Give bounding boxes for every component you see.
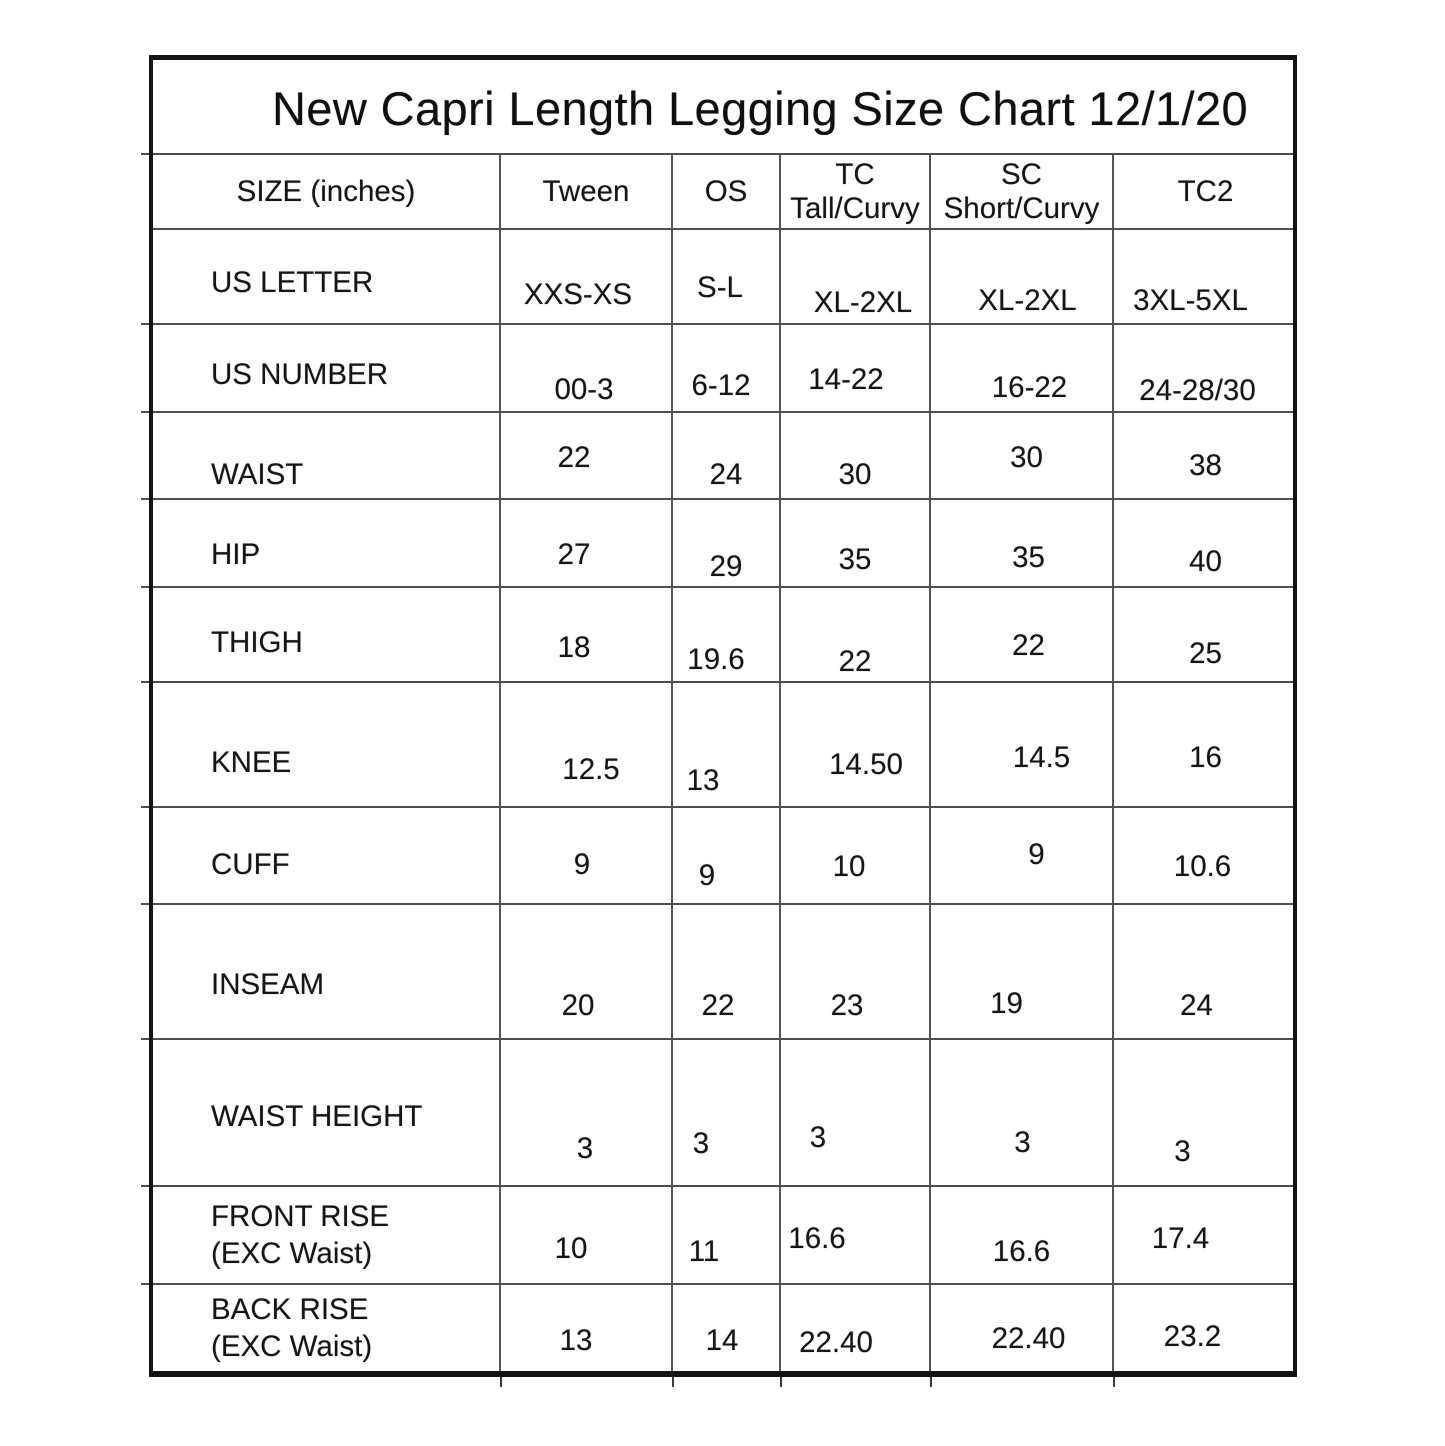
value-cell [1114, 413, 1297, 498]
cell-value: 18 [557, 631, 591, 664]
value-cell [1114, 905, 1297, 1038]
grid-line-tick [141, 903, 153, 905]
value-cell [781, 325, 931, 411]
value-cell [501, 808, 673, 903]
cell-value: 9 [1028, 838, 1045, 871]
value-cell [673, 230, 781, 323]
value-cell [931, 1285, 1114, 1371]
size-header-label: SIZE (inches) [236, 175, 416, 208]
table-row [153, 588, 1297, 683]
value-cell [931, 1040, 1114, 1185]
row-label-cell [153, 325, 501, 411]
grid-line-tick [141, 806, 153, 808]
value-cell [931, 325, 1114, 411]
row-label: HIP [211, 537, 261, 571]
row-label-cell [153, 230, 501, 323]
cell-value: 3XL-5XL [1133, 284, 1248, 317]
cell-value: 3 [809, 1121, 827, 1154]
cell-value: 22.40 [799, 1326, 873, 1359]
cell-value: 30 [1010, 441, 1043, 474]
row-sublabel: (EXC Waist) [211, 1330, 373, 1363]
value-cell [1114, 1040, 1297, 1185]
column-header-sc [931, 155, 1114, 228]
table-row [153, 808, 1297, 905]
value-cell [1114, 808, 1297, 903]
table-row [153, 230, 1297, 325]
cell-value: 10.6 [1173, 850, 1232, 883]
value-cell [501, 1187, 673, 1283]
row-label: KNEE [211, 746, 292, 779]
value-cell [501, 500, 673, 586]
row-label: INSEAM [211, 968, 325, 1001]
cell-value: 24 [709, 458, 743, 491]
value-cell [1114, 1187, 1297, 1283]
value-cell [1114, 1285, 1297, 1371]
cell-value: 12.5 [562, 753, 620, 786]
grid-line-tick [141, 411, 153, 413]
value-cell [501, 683, 673, 806]
table-row [153, 1285, 1297, 1371]
grid-line-tick [141, 1283, 153, 1285]
value-cell [931, 683, 1114, 806]
grid-line-tick [141, 153, 153, 155]
value-cell [781, 683, 931, 806]
cell-value: 00-3 [554, 373, 614, 406]
cell-value: 11 [688, 1235, 720, 1268]
row-label-cell [153, 1187, 501, 1283]
cell-value: 10 [554, 1232, 588, 1265]
value-cell [931, 500, 1114, 586]
cell-value: 25 [1189, 637, 1222, 670]
cell-value: 9 [698, 859, 716, 892]
value-cell [1114, 588, 1297, 681]
table-rows [153, 155, 1297, 1371]
cell-value: 35 [1012, 541, 1045, 574]
value-cell [931, 230, 1114, 323]
value-cell [673, 325, 781, 411]
value-cell [931, 1187, 1114, 1283]
column-header-tween [501, 155, 673, 228]
cell-value: 3 [692, 1127, 710, 1160]
column-header-label: TC [835, 157, 875, 191]
cell-value: 29 [709, 550, 743, 583]
cell-value: XXS-XS [523, 278, 633, 311]
value-cell [673, 1285, 781, 1371]
cell-value: 14-22 [808, 363, 884, 396]
value-cell [1114, 500, 1297, 586]
column-header-label: SC [1001, 157, 1042, 191]
row-label-cell [153, 683, 501, 806]
cell-value: 22.40 [991, 1322, 1066, 1355]
row-label-cell [153, 588, 501, 681]
value-cell [673, 1040, 781, 1185]
cell-value: 13 [686, 764, 720, 797]
cell-value: 16.6 [992, 1235, 1051, 1268]
grid-line-tick [141, 586, 153, 588]
header-row [153, 155, 1297, 230]
cell-value: 6-12 [691, 369, 751, 402]
grid-line-tick [141, 1185, 153, 1187]
table-row [153, 500, 1297, 588]
value-cell [673, 808, 781, 903]
size-header-cell [153, 155, 501, 228]
table-row [153, 905, 1297, 1040]
value-cell [931, 905, 1114, 1038]
value-cell [1114, 325, 1297, 411]
cell-value: 23 [830, 989, 864, 1022]
row-label: FRONT RISE [211, 1200, 390, 1233]
grid-line-stub [780, 1377, 782, 1387]
grid-line-tick [141, 1038, 153, 1040]
title-row [153, 60, 1297, 155]
cell-value: 22 [838, 645, 872, 678]
cell-value: XL-2XL [978, 284, 1077, 317]
column-header-label: OS [704, 174, 748, 208]
size-chart-table [153, 60, 1297, 1371]
cell-value: 3 [576, 1132, 594, 1165]
table-row [153, 1040, 1297, 1187]
cell-value: 9 [573, 848, 591, 881]
row-label-cell [153, 905, 501, 1038]
value-cell [781, 905, 931, 1038]
cell-value: 3 [1014, 1126, 1031, 1159]
value-cell [781, 230, 931, 323]
value-cell [501, 325, 673, 411]
value-cell [931, 413, 1114, 498]
row-label-cell [153, 500, 501, 586]
cell-value: S-L [697, 271, 743, 304]
row-label-cell [153, 1040, 501, 1185]
cell-value: 20 [561, 989, 595, 1022]
value-cell [673, 500, 781, 586]
cell-value: 19.6 [687, 643, 745, 676]
chart-title: New Capri Length Legging Size Chart 12/1/20 [271, 82, 1249, 135]
cell-value: 30 [838, 458, 872, 491]
value-cell [781, 808, 931, 903]
cell-value: 14.50 [829, 748, 903, 781]
row-sublabel: (EXC Waist) [211, 1237, 373, 1270]
column-header-os [673, 155, 781, 228]
value-cell [501, 230, 673, 323]
value-cell [673, 683, 781, 806]
cell-value: 27 [557, 538, 591, 571]
cell-value: XL-2XL [813, 286, 913, 319]
grid-line-tick [141, 681, 153, 683]
cell-value: 24-28/30 [1139, 374, 1256, 407]
cell-value: 13 [559, 1324, 593, 1357]
cell-value: 22 [1012, 629, 1045, 662]
cell-value: 24 [1180, 989, 1213, 1022]
value-cell [501, 413, 673, 498]
table-row [153, 683, 1297, 808]
value-cell [501, 1285, 673, 1371]
row-label: CUFF [211, 848, 290, 881]
row-label-cell [153, 413, 501, 498]
grid-line-stub [672, 1377, 674, 1387]
value-cell [1114, 683, 1297, 806]
cell-value: 3 [1174, 1135, 1191, 1168]
value-cell [781, 500, 931, 586]
value-cell [501, 1040, 673, 1185]
grid-line-stub [1113, 1377, 1115, 1387]
grid-line-tick [141, 498, 153, 500]
row-label-cell [153, 1285, 501, 1371]
row-label-cell [153, 808, 501, 903]
column-header-label: TC2 [1177, 174, 1234, 208]
table-row [153, 413, 1297, 500]
column-header-sublabel: Short/Curvy [943, 191, 1100, 225]
column-header-label: Tween [542, 174, 630, 208]
value-cell [673, 1187, 781, 1283]
row-label: US NUMBER [211, 357, 389, 391]
value-cell [501, 905, 673, 1038]
value-cell [781, 1285, 931, 1371]
grid-line-stub [500, 1377, 502, 1387]
cell-value: 23.2 [1163, 1320, 1222, 1353]
value-cell [1114, 230, 1297, 323]
table-row [153, 1187, 1297, 1285]
column-header-tc2 [1114, 155, 1297, 228]
value-cell [673, 588, 781, 681]
cell-value: 40 [1189, 545, 1222, 578]
value-cell [781, 1187, 931, 1283]
value-cell [781, 413, 931, 498]
value-cell [501, 588, 673, 681]
cell-value: 22 [701, 989, 735, 1022]
cell-value: 19 [990, 987, 1023, 1020]
cell-value: 16-22 [991, 371, 1068, 404]
table-row [153, 325, 1297, 413]
column-header-sublabel: Tall/Curvy [790, 191, 920, 225]
row-label: WAIST HEIGHT [211, 1100, 423, 1133]
row-label: WAIST [211, 458, 304, 491]
value-cell [931, 588, 1114, 681]
value-cell [673, 905, 781, 1038]
cell-value: 17.4 [1151, 1222, 1210, 1255]
value-cell [781, 1040, 931, 1185]
row-label: US LETTER [211, 266, 374, 299]
cell-value: 35 [838, 543, 872, 576]
value-cell [781, 588, 931, 681]
row-label: THIGH [211, 626, 303, 659]
column-header-tc [781, 155, 931, 228]
value-cell [931, 808, 1114, 903]
cell-value: 22 [557, 441, 591, 474]
cell-value: 10 [832, 850, 866, 883]
cell-value: 38 [1189, 449, 1222, 482]
cell-value: 14 [705, 1324, 739, 1357]
grid-line-tick [141, 323, 153, 325]
row-label: BACK RISE [211, 1293, 369, 1326]
value-cell [673, 413, 781, 498]
cell-value: 16.6 [788, 1222, 846, 1255]
cell-value: 16 [1189, 741, 1222, 774]
grid-line-stub [930, 1377, 932, 1387]
cell-value: 14.5 [1012, 741, 1071, 774]
